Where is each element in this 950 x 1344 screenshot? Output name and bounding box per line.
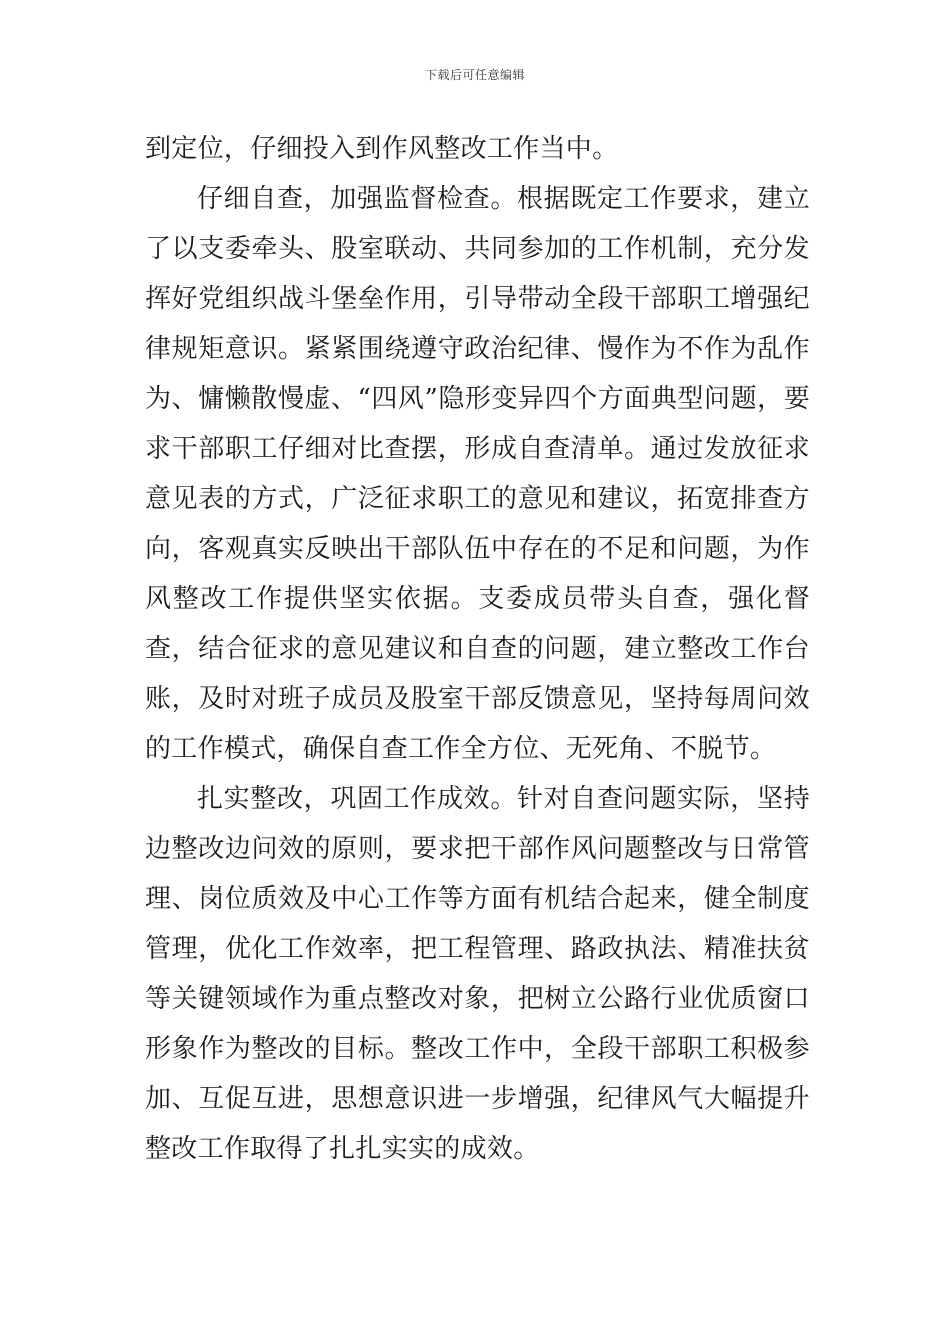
page-header-note: 下载后可任意编辑 [424,68,525,82]
paragraph-continuation: 到定位，仔细投入到作风整改工作当中。 [145,134,619,164]
document-body [145,124,810,1174]
paragraph-self-inspection: 仔细自查，加强监督检查。根据既定工作要求，建立了以支委牵头、股室联动、共同参加的工作机制，充分发挥好党组织战斗堡垒作用，引导带动全段干部职工增强纪律规矩意识。紧紧围绕遵守政治纪律、慢作为不作为乱作为、慵懒散慢虚、“四风”隐形变异四个方面典型问题，要求干部职工仔细对比查摆，形成自查清单。通过发放征求意见表的方式，广泛征求职工的意见和建议，拓宽排查方向，客观真实反映出干部队伍中存在的不足和问题，为作风整改工作提供坚实依据。支委成员带头自查，强化督查，结合征求的意见建议和自查的问题，建立整改工作台账，及时对班子成员及股室干部反馈意见，坚持每周问效的工作模式，确保自查工作全方位、无死角、不脱节。 [145,184,810,764]
paragraph-rectification: 扎实整改，巩固工作成效。针对自查问题实际，坚持边整改边问效的原则，要求把干部作风问题整改与日常管理、岗位质效及中心工作等方面有机结合起来，健全制度管理，优化工作效率，把工程管理、路政执法、精准扶贫等关键领域作为重点整改对象，把树立公路行业优质窗口形象作为整改的目标。整改工作中，全段干部职工积极参加、互促互进，思想意识进一步增强，纪律风气大幅提升整改工作取得了扎扎实实的成效。 [145,784,810,1164]
